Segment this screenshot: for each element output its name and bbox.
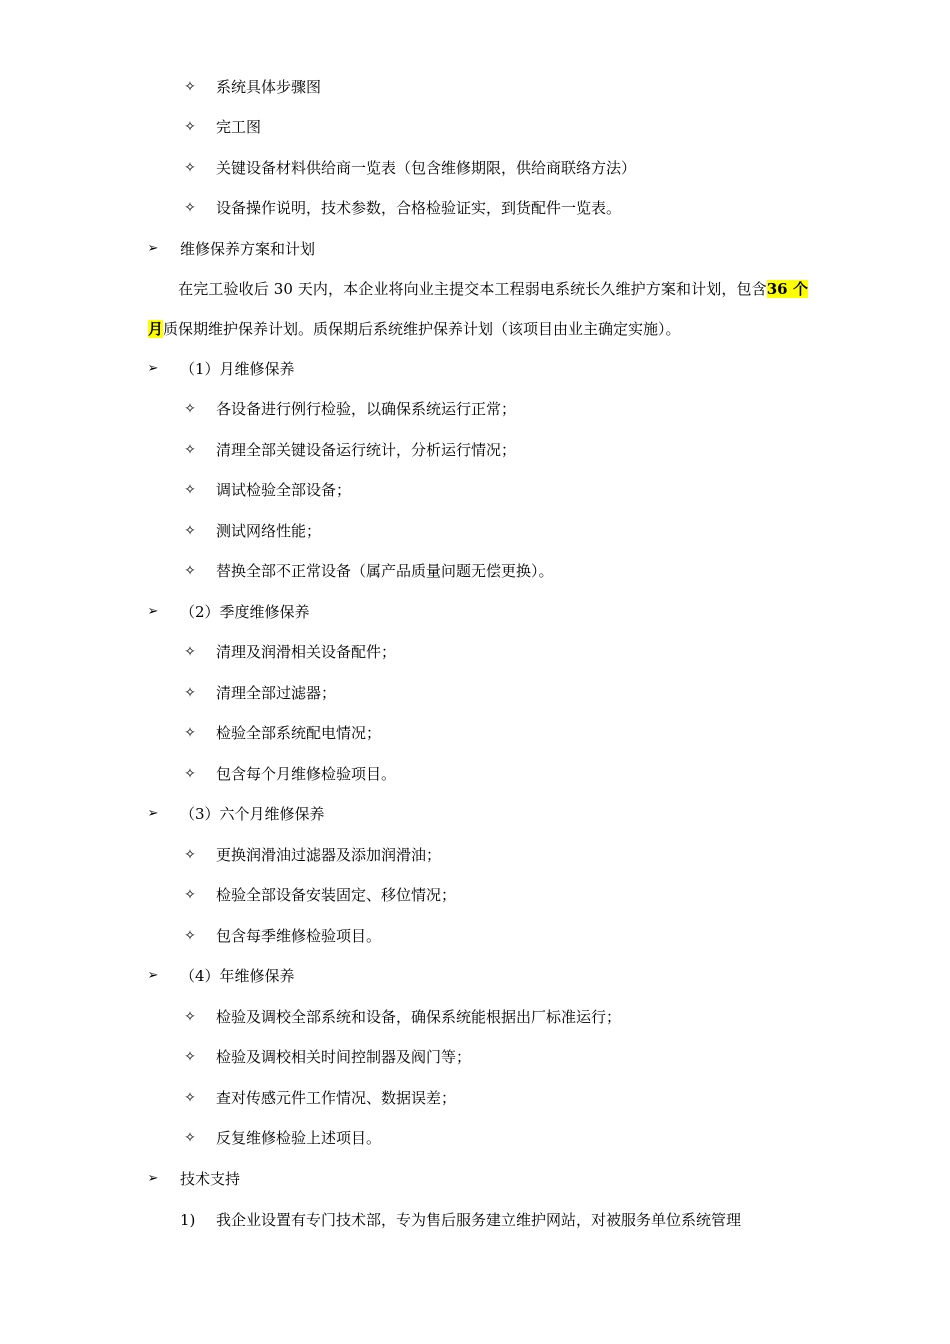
paragraph-text-b: 质保期维护保养计划。质保期后系统维护保养计划（该项目由业主确定实施）。 bbox=[163, 320, 681, 338]
diamond-bullet-icon: ✧ bbox=[184, 563, 196, 579]
list-item bbox=[0, 722, 950, 744]
list-item bbox=[0, 641, 950, 663]
list-item-text: 包含每季维修检验项目。 bbox=[216, 927, 382, 945]
diamond-bullet-icon: ✧ bbox=[184, 523, 196, 539]
list-item-text: 清理全部关键设备运行统计，分析运行情况； bbox=[216, 441, 517, 459]
diamond-bullet-icon: ✧ bbox=[184, 847, 196, 863]
list-item-text: 系统具体步骤图 bbox=[216, 78, 322, 96]
list-item-text: 关键设备材料供给商一览表（包含维修期限，供给商联络方法） bbox=[216, 159, 637, 177]
arrow-bullet-icon: ➢ bbox=[147, 361, 159, 376]
list-item-text: 替换全部不正常设备（属产品质量问题无偿更换）。 bbox=[216, 562, 554, 580]
maintenance-paragraph bbox=[148, 269, 808, 349]
list-item-text: 清理及润滑相关设备配件； bbox=[216, 643, 397, 661]
item-text: 我企业设置有专门技术部，专为售后服务建立维护网站，对被服务单位系统管理 bbox=[216, 1211, 742, 1229]
list-item-text: 各设备进行例行检验，以确保系统运行正常； bbox=[216, 400, 517, 418]
list-item bbox=[0, 1046, 950, 1068]
list-item-text: 反复维修检验上述项目。 bbox=[216, 1129, 382, 1147]
list-item bbox=[0, 520, 950, 542]
diamond-bullet-icon: ✧ bbox=[184, 1090, 196, 1106]
diamond-bullet-icon: ✧ bbox=[184, 1130, 196, 1146]
list-item bbox=[0, 76, 950, 98]
heading-text: （2）季度维修保养 bbox=[180, 603, 310, 621]
list-item-text: 测试网络性能； bbox=[216, 522, 322, 540]
section-heading bbox=[0, 238, 950, 260]
list-item bbox=[0, 763, 950, 785]
list-item bbox=[0, 1127, 950, 1149]
list-item-text: 完工图 bbox=[216, 118, 262, 136]
diamond-bullet-icon: ✧ bbox=[184, 79, 196, 95]
list-item bbox=[0, 116, 950, 138]
section-heading bbox=[0, 803, 950, 825]
diamond-bullet-icon: ✧ bbox=[184, 766, 196, 782]
diamond-bullet-icon: ✧ bbox=[184, 119, 196, 135]
diamond-bullet-icon: ✧ bbox=[184, 685, 196, 701]
diamond-bullet-icon: ✧ bbox=[184, 401, 196, 417]
diamond-bullet-icon: ✧ bbox=[184, 928, 196, 944]
diamond-bullet-icon: ✧ bbox=[184, 644, 196, 660]
arrow-bullet-icon: ➢ bbox=[147, 604, 159, 619]
diamond-bullet-icon: ✧ bbox=[184, 160, 196, 176]
list-item-text: 更换润滑油过滤器及添加润滑油； bbox=[216, 846, 442, 864]
highlight-text: 36 个月 bbox=[148, 280, 808, 338]
list-item bbox=[0, 884, 950, 906]
diamond-bullet-icon: ✧ bbox=[184, 725, 196, 741]
paragraph-text-a: 在完工验收后 30 天内，本企业将向业主提交本工程弱电系统长久维护方案和计划，包含 bbox=[178, 280, 767, 298]
arrow-bullet-icon: ➢ bbox=[147, 968, 159, 983]
diamond-bullet-icon: ✧ bbox=[184, 482, 196, 498]
arrow-bullet-icon: ➢ bbox=[147, 806, 159, 821]
section-heading bbox=[0, 965, 950, 987]
numbered-item bbox=[0, 1209, 950, 1231]
list-item bbox=[0, 560, 950, 582]
heading-text: 维修保养方案和计划 bbox=[180, 240, 316, 258]
list-item-text: 检验全部设备安装固定、移位情况； bbox=[216, 886, 457, 904]
item-number: 1) bbox=[180, 1211, 196, 1229]
arrow-bullet-icon: ➢ bbox=[147, 241, 159, 256]
list-item-text: 查对传感元件工作情况、数据误差； bbox=[216, 1089, 457, 1107]
diamond-bullet-icon: ✧ bbox=[184, 1009, 196, 1025]
arrow-bullet-icon: ➢ bbox=[147, 1171, 159, 1186]
list-item bbox=[0, 439, 950, 461]
heading-text: （3）六个月维修保养 bbox=[180, 805, 325, 823]
list-item-text: 清理全部过滤器； bbox=[216, 684, 337, 702]
diamond-bullet-icon: ✧ bbox=[184, 887, 196, 903]
diamond-bullet-icon: ✧ bbox=[184, 1049, 196, 1065]
list-item bbox=[0, 197, 950, 219]
list-item-text: 检验及调校全部系统和设备，确保系统能根据出厂标准运行； bbox=[216, 1008, 622, 1026]
section-heading bbox=[0, 358, 950, 380]
list-item bbox=[0, 1087, 950, 1109]
list-item-text: 检验及调校相关时间控制器及阀门等； bbox=[216, 1048, 472, 1066]
list-item bbox=[0, 479, 950, 501]
list-item bbox=[0, 682, 950, 704]
list-item-text: 检验全部系统配电情况； bbox=[216, 724, 382, 742]
diamond-bullet-icon: ✧ bbox=[184, 200, 196, 216]
list-item-text: 包含每个月维修检验项目。 bbox=[216, 765, 397, 783]
heading-text: 技术支持 bbox=[180, 1170, 241, 1188]
list-item-text: 设备操作说明，技术参数，合格检验证实，到货配件一览表。 bbox=[216, 199, 622, 217]
section-heading bbox=[0, 1168, 950, 1190]
list-item-text: 调试检验全部设备； bbox=[216, 481, 352, 499]
list-item bbox=[0, 844, 950, 866]
heading-text: （4）年维修保养 bbox=[180, 967, 295, 985]
list-item bbox=[0, 925, 950, 947]
section-heading bbox=[0, 601, 950, 623]
heading-text: （1）月维修保养 bbox=[180, 360, 295, 378]
list-item bbox=[0, 157, 950, 179]
list-item bbox=[0, 1006, 950, 1028]
diamond-bullet-icon: ✧ bbox=[184, 442, 196, 458]
list-item bbox=[0, 398, 950, 420]
